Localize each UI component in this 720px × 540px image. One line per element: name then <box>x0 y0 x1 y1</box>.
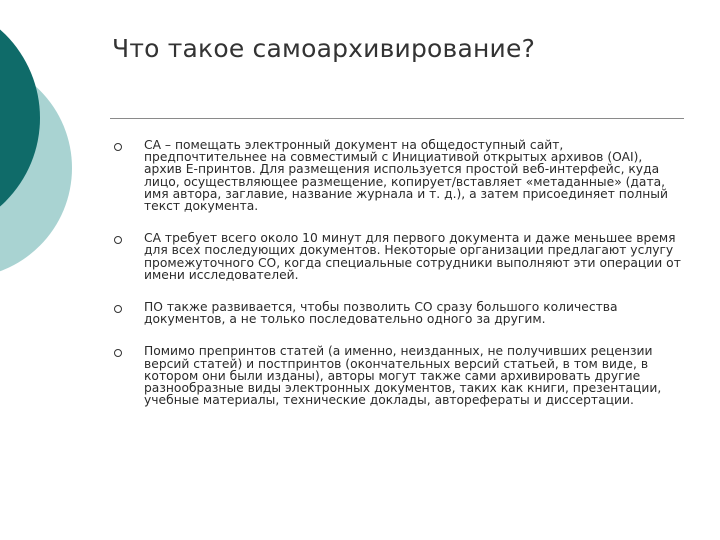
bullet-text: СА – помещать электронный документ на общедоступный сайт, предпочтительнее на совместимый с Инициативой открытых архивов (OAI), архив Е-принтов. Для размещения используется простой веб-интерфейс, куда лицо, осуществляющее размещение, копирует/вставляет «метаданные» (дата, имя автора, заглавие, название журнала и т. д.), а затем присоединяет полный текст документа. <box>144 138 668 214</box>
bullet-text: СА требует всего около 10 минут для первого документа и даже меньшее время для всех последующих документов. Некоторые организации предлагают услугу промежуточного СО, когда специальные сотрудники выполняют эти операции от имени исследователей. <box>144 231 681 282</box>
bullet-text: Помимо препринтов статей (а именно, неизданных, не получивших рецензии версий статей) и постпринтов (окончательных версий статьей, в том виде, в котором они были изданы), авторы могут также сами архивировать другие разнообразные виды электронных документов, таких как книги, презентации, учебные материалы, технические доклады, авторефераты и диссертации. <box>144 344 662 408</box>
bullet-item <box>112 232 682 281</box>
bullet-list <box>112 139 682 426</box>
bullet-item <box>112 345 682 406</box>
bullet-item <box>112 301 682 325</box>
bullet-item <box>112 139 682 212</box>
bullet-circle-icon <box>114 143 122 151</box>
slide-title: Что такое самоархивирование? <box>112 34 536 63</box>
decorative-circles <box>0 0 80 300</box>
bullet-circle-icon <box>114 305 122 313</box>
title-divider <box>110 118 684 119</box>
bullet-text: ПО также развивается, чтобы позволить СО сразу большого количества документов, а не только последовательно одного за другим. <box>144 300 618 327</box>
bullet-circle-icon <box>114 349 122 357</box>
bullet-circle-icon <box>114 236 122 244</box>
